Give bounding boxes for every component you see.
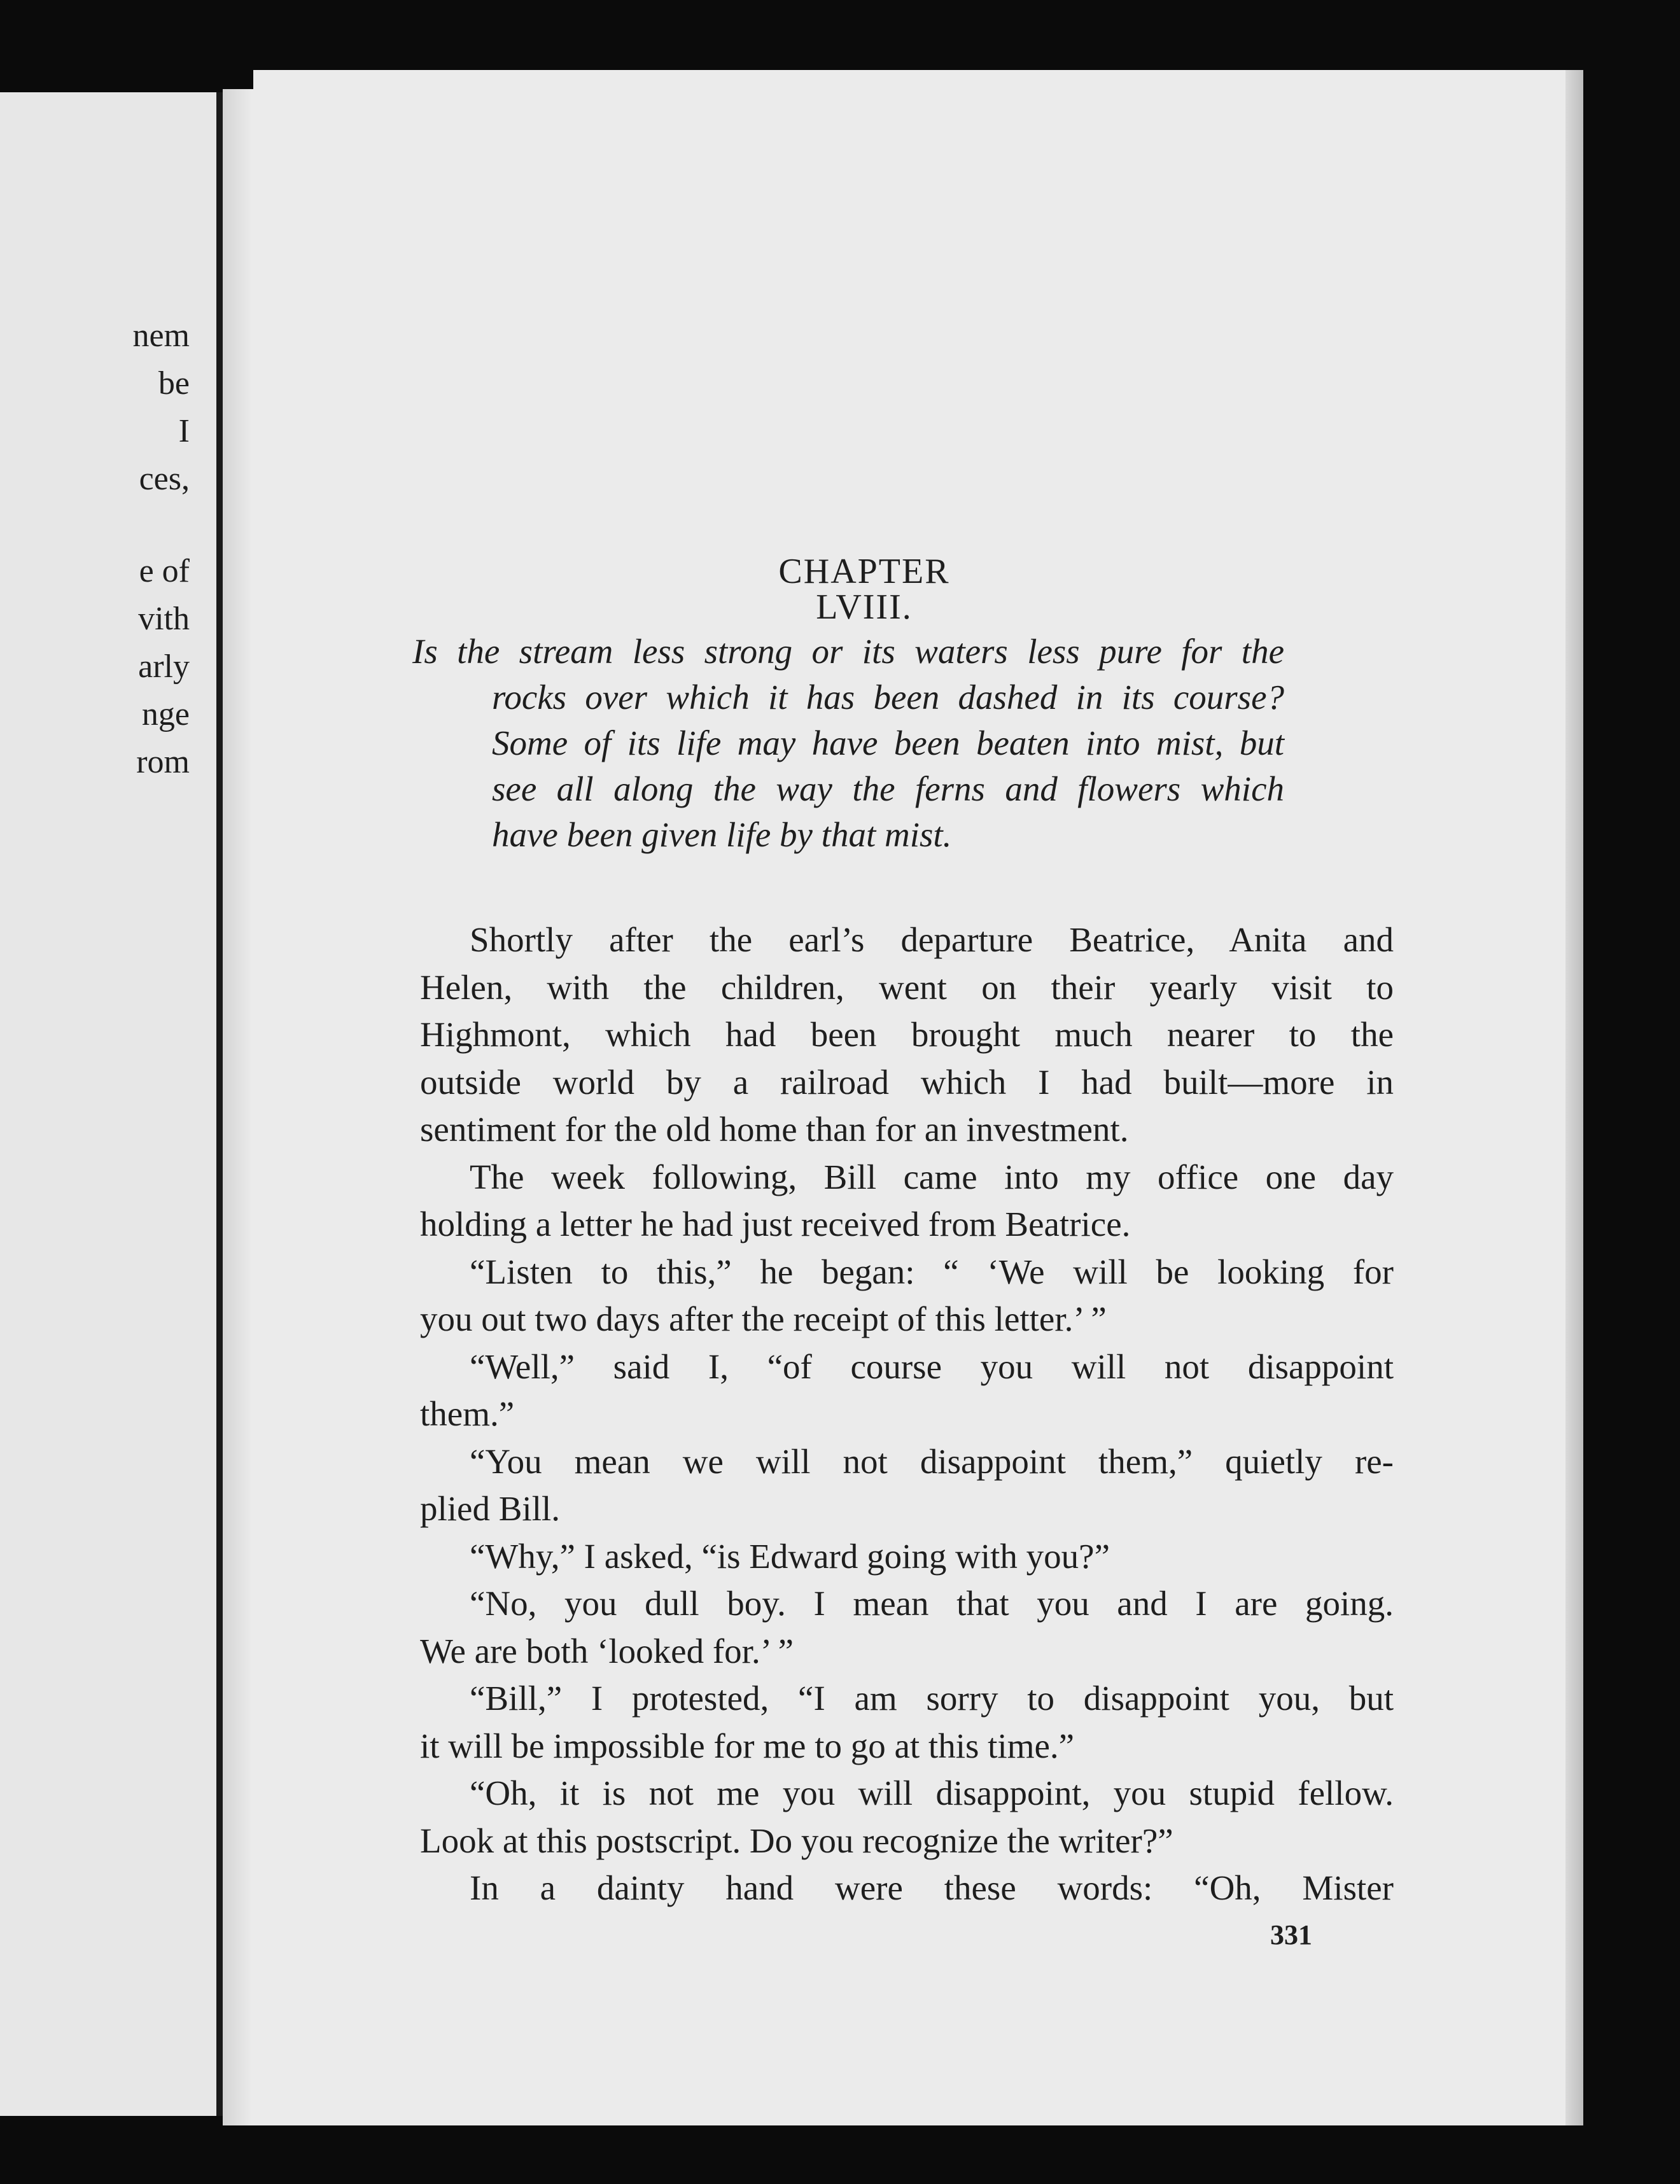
body-line: holding a letter he had just received from Beatrice. [420,1205,1131,1243]
left-page-fragment: vith [138,601,190,637]
body-line: “Oh, it is not me you will disappoint, you stupid fellow. [470,1774,1394,1812]
epigraph-line: have been given life by that mist. [492,815,952,854]
body-line: “Listen to this,” he began: “ ‘We will be looking for [470,1252,1394,1291]
body-line: Highmont, which had been brought much nearer to the [420,1015,1394,1054]
epigraph-line: see all along the way the ferns and flowers which [492,769,1284,808]
page-number: 331 [1270,1919,1312,1950]
body-line: them.” [420,1394,515,1433]
body-line: We are both ‘looked for.’ ” [420,1631,794,1670]
left-page-fragment: arly [138,648,190,685]
left-page [0,92,223,2116]
left-page-fragment: e of [139,553,190,589]
body-line: “You mean we will not disappoint them,” quietly re- [470,1441,1394,1481]
body-line: “Why,” I asked, “is Edward going with you?” [470,1536,1110,1576]
body-line: In a dainty hand were these words: “Oh, Mister [470,1868,1394,1907]
body-line: “Bill,” I protested, “I am sorry to disappoint you, but [470,1679,1394,1718]
epigraph-line: Some of its life may have been beaten into mist, but [492,724,1284,762]
left-page-fragment: rom [136,744,190,780]
body-line: sentiment for the old home than for an investment. [420,1110,1129,1149]
body-line: plied Bill. [420,1489,560,1528]
body-line: Shortly after the earl’s departure Beatrice, Anita and [470,920,1394,959]
body-line: outside world by a railroad which I had built—more in [420,1062,1394,1102]
body-line: Look at this postscript. Do you recognize the writer?” [420,1821,1173,1860]
book-binding [223,89,253,2125]
body-line: Helen, with the children, went on their yearly visit to [420,967,1394,1007]
left-page-fragment: be [158,365,190,402]
body-line: The week following, Bill came into my office one day [470,1157,1394,1196]
epigraph-line: Is the stream less strong or its waters less pure for the [412,632,1284,671]
body-line: “No, you dull boy. I mean that you and I are going. [470,1584,1394,1623]
page-edge [1565,70,1583,2125]
left-page-fragment: ces, [139,461,190,497]
body-text [420,916,1394,1912]
epigraph [412,629,1284,858]
page-gutter [216,92,223,2116]
body-line: it will be impossible for me to go at this time.” [420,1726,1075,1765]
left-page-fragment: nem [132,318,190,354]
body-line: you out two days after the receipt of this letter.’ ” [420,1299,1107,1338]
epigraph-line: rocks over which it has been dashed in its course? [492,678,1284,717]
body-line: “Well,” said I, “of course you will not disappoint [470,1347,1394,1386]
left-page-fragment: nge [141,696,190,732]
right-page [253,70,1583,2125]
chapter-title: CHAPTER LVIII. [778,552,950,627]
left-page-fragment: I [178,413,190,449]
